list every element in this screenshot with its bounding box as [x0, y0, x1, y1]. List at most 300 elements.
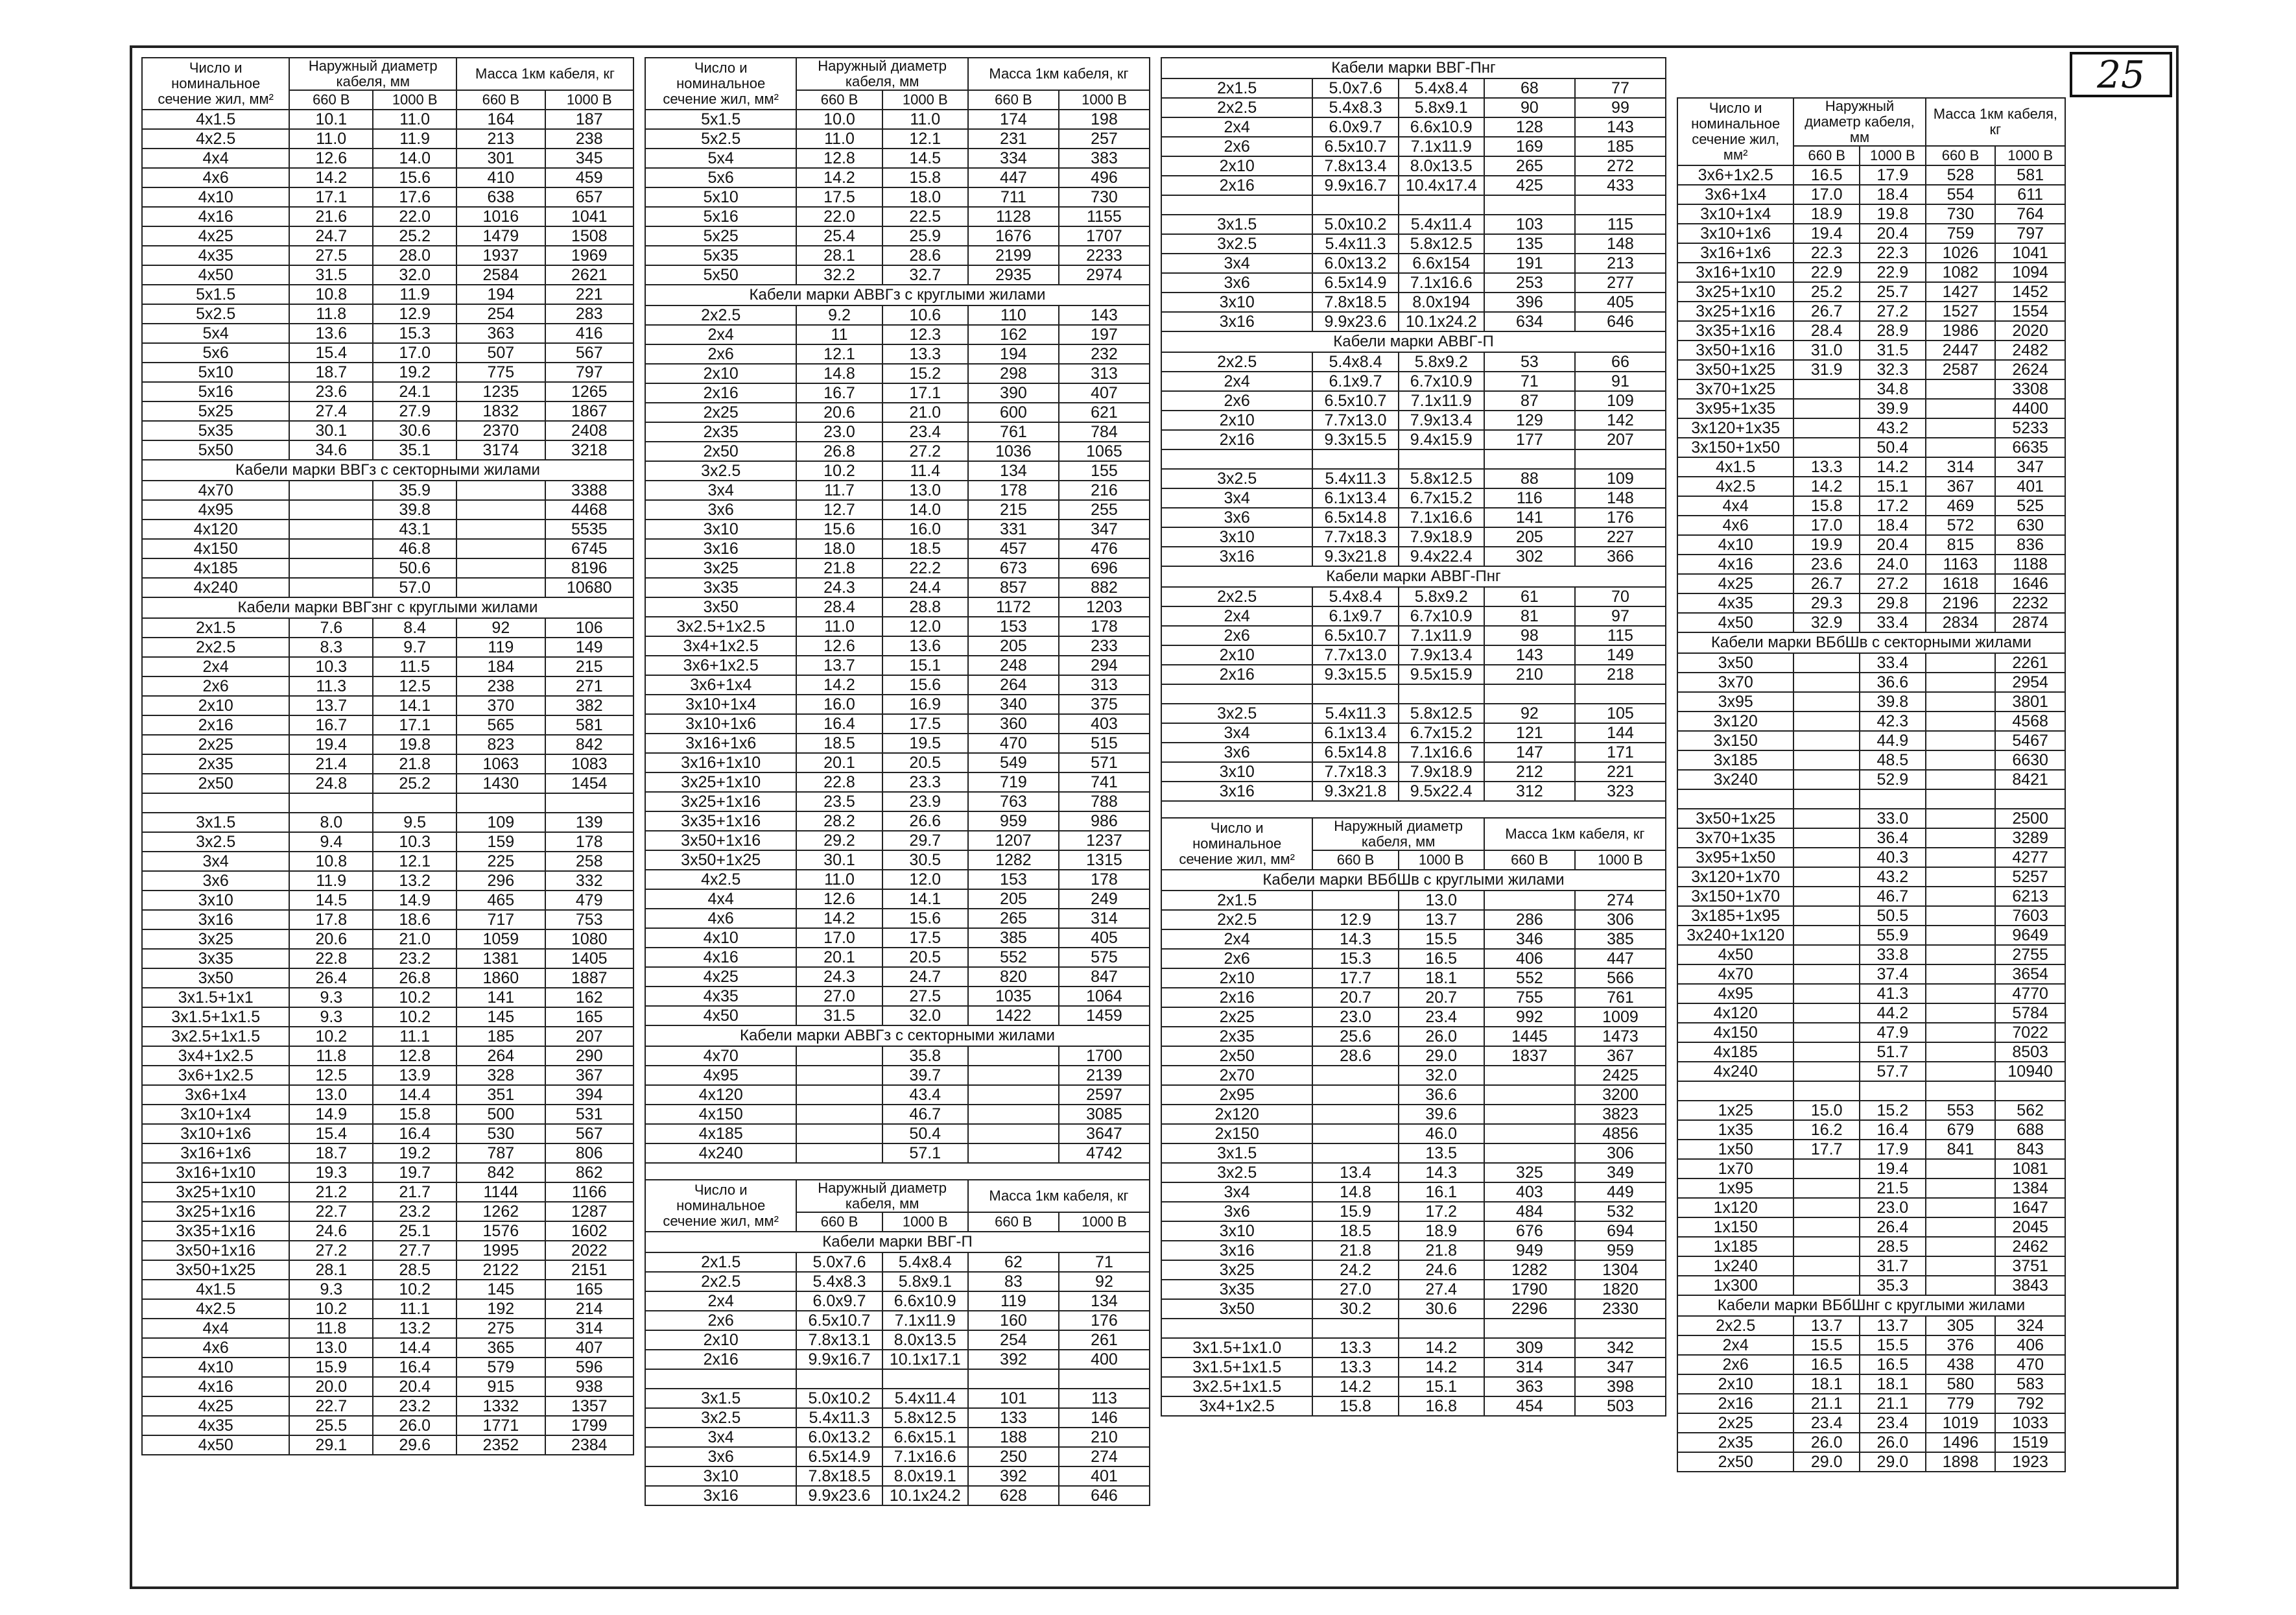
cell-value: 31.7 [1860, 1256, 1926, 1276]
table-row [142, 1299, 633, 1319]
table-row [142, 1046, 633, 1066]
cell-value: 1188 [1995, 555, 2065, 574]
cell-value: 277 [1575, 273, 1666, 293]
cell-value: 25.2 [373, 774, 456, 793]
cell-value: 8.0x13.5 [882, 1330, 968, 1350]
cell-value: 28.4 [796, 597, 882, 617]
cell-value [1059, 1369, 1150, 1389]
cell-value: 360 [968, 714, 1059, 734]
cell-value: 1381 [456, 949, 545, 968]
cell-value: 18.7 [289, 1143, 373, 1163]
cell-value: 1445 [1484, 1027, 1575, 1046]
header-1000v: 1000 В [1399, 850, 1484, 870]
table-row [1161, 1124, 1666, 1143]
cell-value [1793, 1042, 1860, 1062]
cell-section: 4x150 [645, 1105, 796, 1124]
cell-value: 47.9 [1860, 1023, 1926, 1042]
table-row [1677, 302, 2065, 321]
cell-value: 50.6 [373, 558, 456, 578]
cell-section: 3x50+1x25 [645, 850, 796, 870]
cell-section: 3x150 [1677, 731, 1793, 750]
cell-value: 18.5 [1312, 1221, 1398, 1241]
cell-value: 349 [1575, 1163, 1666, 1182]
cell-value: 676 [1484, 1221, 1575, 1241]
cell-section: 3x6 [645, 500, 796, 520]
cell-section: 2x16 [1677, 1394, 1793, 1413]
cell-value [1484, 1143, 1575, 1163]
cell-section: 4x10 [645, 928, 796, 948]
table-row [1677, 770, 2065, 789]
table-row [142, 638, 633, 657]
cell-value: 16.1 [1399, 1182, 1484, 1202]
cell-section [1161, 684, 1312, 704]
cell-value [1575, 195, 1666, 215]
cell-value: 18.5 [882, 539, 968, 558]
cell-value: 17.1 [289, 187, 373, 207]
cell-value [796, 1046, 882, 1066]
cell-value: 634 [1484, 312, 1575, 331]
header-section: Число и номинальное сечение жил, мм² [142, 58, 289, 110]
cell-value: 507 [456, 343, 545, 363]
cell-value: 14.0 [882, 500, 968, 520]
cell-section: 3x10 [1161, 293, 1312, 312]
cell-value: 9.9x23.6 [796, 1486, 882, 1505]
cell-value: 14.5 [289, 891, 373, 910]
cell-section: 2x16 [142, 715, 289, 735]
cell-section: 5x6 [142, 343, 289, 363]
cell-value: 14.2 [1399, 1358, 1484, 1377]
cell-value: 11.0 [373, 110, 456, 129]
cell-value [289, 539, 373, 558]
cell-value: 264 [456, 1046, 545, 1066]
cell-value: 12.3 [882, 325, 968, 344]
cell-value: 9649 [1995, 926, 2065, 945]
cell-section: 3x25 [645, 558, 796, 578]
cell-value: 949 [1484, 1241, 1575, 1260]
table-row [645, 442, 1150, 461]
cell-value: 43.4 [882, 1085, 968, 1105]
cell-value: 176 [1059, 1311, 1150, 1330]
header-660v: 660 В [796, 1212, 882, 1232]
cell-value: 479 [545, 891, 633, 910]
table-row [645, 948, 1150, 967]
cell-value: 1315 [1059, 850, 1150, 870]
header-diameter: Наружный диаметр кабеля, мм [289, 58, 456, 90]
cell-section: 3x16 [1161, 782, 1312, 801]
cell-value: 153 [968, 870, 1059, 889]
cell-value: 177 [1484, 430, 1575, 449]
cell-value: 18.1 [1793, 1374, 1860, 1394]
cell-value: 1262 [456, 1202, 545, 1221]
table-row [142, 1085, 633, 1105]
cell-value [1926, 1178, 1996, 1198]
cell-value: 23.3 [882, 772, 968, 792]
cell-value: 447 [968, 168, 1059, 187]
cell-section: 5x2.5 [142, 304, 289, 324]
cell-value: 496 [1059, 168, 1150, 187]
cell-value: 847 [1059, 967, 1150, 987]
cell-value: 23.0 [1860, 1198, 1926, 1217]
cell-value [1926, 789, 1996, 809]
cell-value: 15.8 [1312, 1396, 1398, 1416]
cell-value: 611 [1995, 185, 2065, 204]
table-row [1677, 828, 2065, 848]
table-row [645, 714, 1150, 734]
table-row [1677, 1433, 2065, 1452]
cell-value: 35.9 [373, 481, 456, 500]
cell-value: 1357 [545, 1396, 633, 1416]
cell-value: 26.0 [373, 1416, 456, 1435]
cell-value: 18.7 [289, 363, 373, 382]
cell-value: 8421 [1995, 770, 2065, 789]
cell-section: 1x70 [1677, 1159, 1793, 1178]
cell-value: 11.0 [289, 129, 373, 149]
cell-section: 3x25+1x10 [142, 1182, 289, 1202]
header-section: Число и номинальное сечение жил, мм² [1161, 818, 1312, 870]
cell-value: 10940 [1995, 1062, 2065, 1081]
table-row [645, 889, 1150, 909]
cell-value: 1064 [1059, 987, 1150, 1006]
cell-value: 1235 [456, 382, 545, 401]
cell-value: 13.3 [1793, 457, 1860, 477]
table-row [645, 1105, 1150, 1124]
table-row [1161, 547, 1666, 566]
cell-value: 25.2 [1793, 282, 1860, 302]
cell-value: 225 [456, 852, 545, 871]
cell-value: 16.5 [1793, 1355, 1860, 1374]
cell-value: 3388 [545, 481, 633, 500]
cell-section: 2x10 [1161, 968, 1312, 988]
cell-value: 345 [545, 149, 633, 168]
cell-value: 385 [968, 928, 1059, 948]
cell-value: 10.1x24.2 [1399, 312, 1484, 331]
cell-value: 178 [545, 832, 633, 852]
cell-value: 16.5 [1399, 949, 1484, 968]
cell-section: 3x16+1x6 [1677, 243, 1793, 263]
cell-section [645, 1369, 796, 1389]
cell-section: 4x50 [1677, 613, 1793, 632]
cell-value: 35.1 [373, 440, 456, 460]
cell-value [1484, 195, 1575, 215]
cell-value: 52.9 [1860, 770, 1926, 789]
cell-value: 8503 [1995, 1042, 2065, 1062]
cell-value: 2447 [1926, 341, 1996, 360]
table-row [1161, 98, 1666, 117]
cell-value [456, 558, 545, 578]
table-row [645, 1447, 1150, 1466]
cell-value: 1041 [1995, 243, 2065, 263]
cell-value: 24.3 [796, 967, 882, 987]
cell-value [456, 500, 545, 520]
cell-value: 18.9 [1793, 204, 1860, 224]
table-row [142, 382, 633, 401]
cell-value: 7.7x13.0 [1312, 411, 1398, 430]
cell-value: 6.6x10.9 [882, 1291, 968, 1311]
cell-value: 24.8 [289, 774, 373, 793]
cell-value: 367 [1926, 477, 1996, 496]
cell-value: 35.3 [1860, 1276, 1926, 1295]
cell-value: 24.7 [289, 226, 373, 246]
cell-section: 4x185 [645, 1124, 796, 1143]
cell-value: 8.3 [289, 638, 373, 657]
table-row [1161, 391, 1666, 411]
table-row [645, 617, 1150, 636]
header-mass: Масса 1км кабеля, кг [1926, 98, 2065, 146]
cell-value: 1265 [545, 382, 633, 401]
cell-value: 160 [968, 1311, 1059, 1330]
table-row [1677, 1355, 2065, 1374]
cell-value: 9.3 [289, 1280, 373, 1299]
table-row [1161, 1007, 1666, 1027]
cell-value: 257 [1059, 129, 1150, 149]
cell-value: 2330 [1575, 1299, 1666, 1319]
cell-value [1312, 449, 1398, 469]
table-row [1161, 527, 1666, 547]
cell-value: 10.3 [289, 657, 373, 676]
cell-section: 3x6+1x2.5 [645, 656, 796, 675]
cell-value [1793, 1276, 1860, 1295]
table-row [1677, 457, 2065, 477]
table-row [1161, 1182, 1666, 1202]
cell-section: 2x2.5 [1161, 352, 1312, 372]
cell-section: 3x4 [645, 481, 796, 500]
cell-value: 109 [456, 813, 545, 832]
cell-section: 4x50 [142, 1435, 289, 1455]
section-title: Кабели марки ВБбШв с секторными жилами [1677, 632, 2065, 653]
cell-value: 233 [1059, 636, 1150, 656]
table-row [1677, 906, 2065, 926]
cell-value: 3289 [1995, 828, 2065, 848]
cell-value: 14.9 [289, 1105, 373, 1124]
table-row [645, 383, 1150, 403]
cell-value: 2233 [1059, 246, 1150, 265]
cell-value [968, 1085, 1059, 1105]
header-1000v: 1000 В [1860, 146, 1926, 165]
cell-value: 1790 [1484, 1280, 1575, 1299]
cell-value: 13.3 [1312, 1358, 1398, 1377]
cell-value: 5233 [1995, 418, 2065, 438]
table-row [1161, 137, 1666, 156]
cell-value: 1496 [1926, 1433, 1996, 1452]
cell-value [1926, 1062, 1996, 1081]
cell-section: 5x4 [645, 149, 796, 168]
cell-value [1793, 984, 1860, 1003]
cell-value [1793, 867, 1860, 887]
cell-value: 265 [968, 909, 1059, 928]
cell-section: 5x16 [142, 382, 289, 401]
cell-value: 7.9x18.9 [1399, 762, 1484, 782]
cell-value: 16.7 [289, 715, 373, 735]
cell-value: 10.4x17.4 [1399, 176, 1484, 195]
cell-section: 3x10 [645, 520, 796, 539]
cell-value: 2834 [1926, 613, 1996, 632]
cell-value: 88 [1484, 469, 1575, 488]
table-row [1161, 891, 1666, 910]
cell-section: 2x1.5 [142, 618, 289, 638]
cell-value: 144 [1575, 723, 1666, 743]
cell-value: 12.7 [796, 500, 882, 520]
cell-value: 22.3 [1860, 243, 1926, 263]
table-row [645, 1272, 1150, 1291]
cell-value: 31.5 [289, 265, 373, 285]
cell-section: 4x4 [1677, 496, 1793, 516]
cell-value: 31.0 [1793, 341, 1860, 360]
cell-value: 25.7 [1860, 282, 1926, 302]
cell-value: 15.4 [289, 1124, 373, 1143]
cell-value [1926, 1042, 1996, 1062]
cell-value: 23.0 [1312, 1007, 1398, 1027]
cell-section: 2x2.5 [1161, 587, 1312, 606]
cell-section: 3x120 [1677, 712, 1793, 731]
cell-value [1793, 1159, 1860, 1178]
cell-value: 465 [456, 891, 545, 910]
table-row [645, 539, 1150, 558]
cell-value: 314 [1926, 457, 1996, 477]
cell-value [1926, 692, 1996, 712]
cell-value: 1479 [456, 226, 545, 246]
cell-value: 185 [1575, 137, 1666, 156]
cell-section: 3x2.5+1x1.5 [1161, 1377, 1312, 1396]
cell-value: 552 [1484, 968, 1575, 988]
cell-value: 16.7 [796, 383, 882, 403]
table-row [645, 675, 1150, 695]
table-row [1677, 593, 2065, 613]
table-row [645, 265, 1150, 285]
cell-value: 992 [1484, 1007, 1575, 1027]
cell-value: 13.4 [1312, 1163, 1398, 1182]
cell-value: 57.0 [373, 578, 456, 597]
cell-value: 3200 [1575, 1085, 1666, 1105]
table-row [1161, 215, 1666, 234]
cell-value: 41.3 [1860, 984, 1926, 1003]
cell-value: 5.4x8.3 [796, 1272, 882, 1291]
cell-section: 4x50 [142, 265, 289, 285]
cell-value: 416 [545, 324, 633, 343]
cell-value: 6.5x14.9 [796, 1447, 882, 1466]
cell-value: 13.6 [882, 636, 968, 656]
cell-value: 1155 [1059, 207, 1150, 226]
cell-value: 178 [1059, 870, 1150, 889]
cell-value: 5.4x8.4 [882, 1252, 968, 1272]
cell-value: 2196 [1926, 593, 1996, 613]
cell-value [1793, 1237, 1860, 1256]
cell-section: 3x10 [142, 891, 289, 910]
cell-value: 164 [456, 110, 545, 129]
cell-value [796, 1085, 882, 1105]
section-title: Кабели марки АВВГ-П [1161, 331, 1666, 352]
cell-value: 761 [968, 422, 1059, 442]
cell-value: 21.8 [796, 558, 882, 578]
cable-spec-sheet [130, 45, 2179, 1589]
header-660v: 660 В [1793, 146, 1860, 165]
cell-section: 3x50+1x16 [645, 831, 796, 850]
cell-value: 314 [545, 1319, 633, 1338]
cell-value: 143 [1059, 305, 1150, 325]
cell-value: 2296 [1484, 1299, 1575, 1319]
cell-value: 6.7x15.2 [1399, 488, 1484, 508]
cell-value: 26.4 [1860, 1217, 1926, 1237]
cell-value: 153 [968, 617, 1059, 636]
cell-section: 3x35+1x16 [142, 1221, 289, 1241]
cell-value: 8.4 [373, 618, 456, 638]
cell-value [968, 1124, 1059, 1143]
cell-value: 392 [968, 1350, 1059, 1369]
cell-value: 10680 [545, 578, 633, 597]
cell-value: 7.9x13.4 [1399, 411, 1484, 430]
table-row [1677, 1217, 2065, 1237]
cell-value: 15.1 [1860, 477, 1926, 496]
cell-value: 23.2 [373, 1202, 456, 1221]
table-row [1677, 673, 2065, 692]
cell-section: 3x1.5 [645, 1389, 796, 1408]
table-row [645, 734, 1150, 753]
cell-section: 3x10+1x6 [645, 714, 796, 734]
cell-value: 503 [1575, 1396, 1666, 1416]
cell-section: 3x25+1x16 [142, 1202, 289, 1221]
cell-value: 139 [545, 813, 633, 832]
table-row [1677, 613, 2065, 632]
table-row [645, 811, 1150, 831]
cell-value: 12.0 [882, 617, 968, 636]
cell-value: 27.2 [882, 442, 968, 461]
cell-value: 46.0 [1399, 1124, 1484, 1143]
cell-value: 176 [1575, 508, 1666, 527]
table-row [645, 110, 1150, 129]
cell-value: 24.0 [1860, 555, 1926, 574]
cell-value: 97 [1575, 606, 1666, 626]
cell-value [1312, 1085, 1398, 1105]
cell-value: 7.7x13.0 [1312, 645, 1398, 665]
table-row [1161, 430, 1666, 449]
table-row [1677, 360, 2065, 379]
table-row [1677, 535, 2065, 555]
cell-section: 3x35 [142, 949, 289, 968]
header-660v: 660 В [1312, 850, 1398, 870]
cell-value: 9.9x16.7 [1312, 176, 1398, 195]
cell-value [1793, 653, 1860, 673]
cell-value [1484, 684, 1575, 704]
cell-section: 3x6 [142, 871, 289, 891]
cell-value: 470 [968, 734, 1059, 753]
cell-value: 28.6 [1312, 1046, 1398, 1066]
cell-section: 3x10 [645, 1466, 796, 1486]
table-row [1161, 1105, 1666, 1124]
table-row [142, 304, 633, 324]
cell-value: 6213 [1995, 887, 2065, 906]
cell-section: 4x16 [142, 1377, 289, 1396]
cell-value: 25.2 [373, 226, 456, 246]
cell-value: 29.7 [882, 831, 968, 850]
cell-value [1399, 684, 1484, 704]
cell-value: 265 [1484, 156, 1575, 176]
cell-value: 16.0 [882, 520, 968, 539]
cell-value: 29.0 [1860, 1452, 1926, 1472]
cell-value: 3174 [456, 440, 545, 460]
section-title: Кабели марки ВВГ-П [645, 1232, 1150, 1252]
cell-value: 12.6 [796, 889, 882, 909]
table-row [142, 657, 633, 676]
cell-value [1926, 1198, 1996, 1217]
cell-section: 2x2.5 [645, 305, 796, 325]
cell-value: 7.6 [289, 618, 373, 638]
table-row [142, 774, 633, 793]
cell-value: 32.2 [796, 265, 882, 285]
cell-value: 129 [1484, 411, 1575, 430]
cell-value: 5784 [1995, 1003, 2065, 1023]
cell-value [796, 1143, 882, 1163]
cell-value: 1237 [1059, 831, 1150, 850]
cell-value: 25.5 [289, 1416, 373, 1435]
